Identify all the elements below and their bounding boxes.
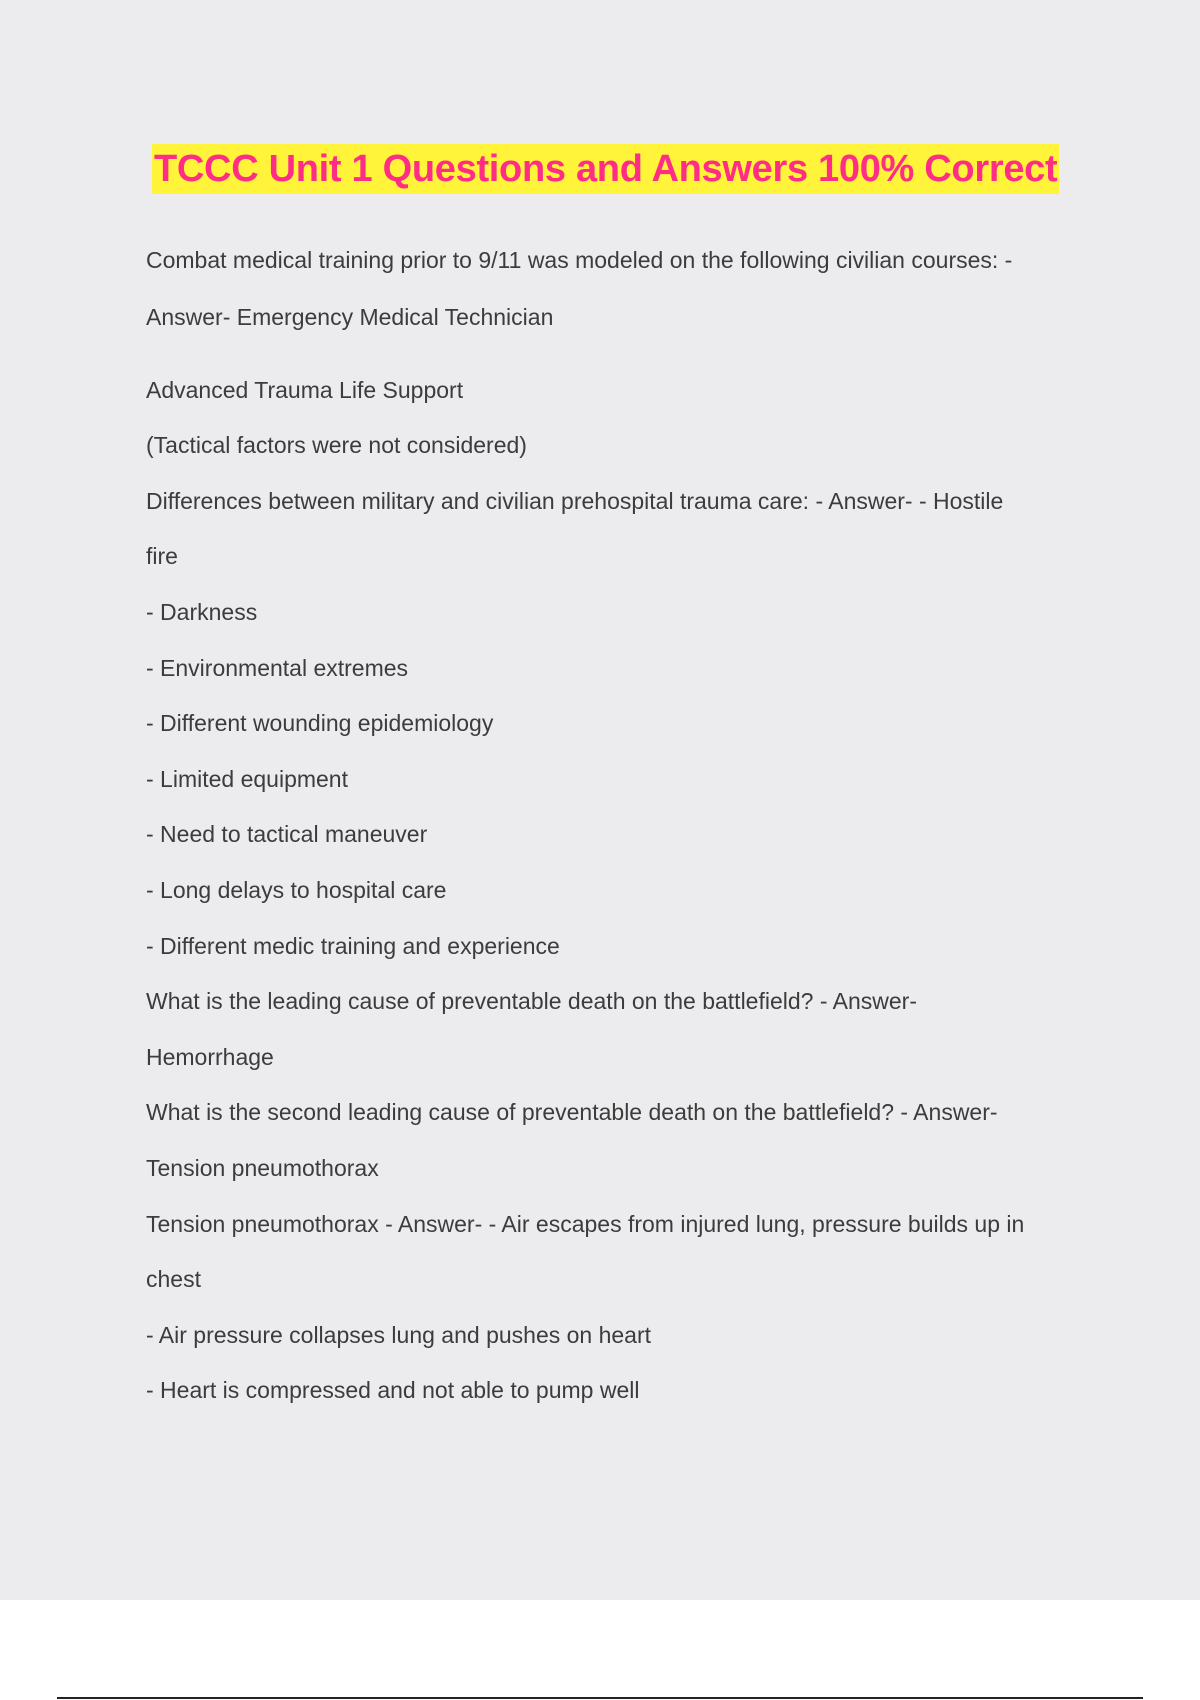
text-line: - Darkness	[146, 599, 258, 625]
text-line: - Air pressure collapses lung and pushes on heart	[146, 1322, 652, 1348]
text-line: - Different medic training and experience	[146, 933, 560, 959]
text-line: - Environmental extremes	[146, 655, 409, 681]
text-line: chest	[146, 1266, 201, 1292]
text-line: - Long delays to hospital care	[146, 877, 447, 903]
text-line: fire	[146, 543, 178, 569]
text-line: Hemorrhage	[146, 1044, 274, 1070]
text-line: - Heart is compressed and not able to pump well	[146, 1377, 640, 1403]
text-line: Tension pneumothorax	[146, 1155, 379, 1181]
text-line: What is the leading cause of preventable death on the battlefield? - Answer-	[146, 988, 917, 1014]
document-title: TCCC Unit 1 Questions and Answers 100% Correct	[154, 147, 1058, 190]
text-line: - Different wounding epidemiology	[146, 710, 494, 736]
text-line: Answer- Emergency Medical Technician	[146, 304, 554, 330]
title-highlight	[152, 144, 1059, 194]
text-line: - Limited equipment	[146, 766, 348, 792]
text-line: (Tactical factors were not considered)	[146, 432, 527, 458]
text-line: Combat medical training prior to 9/11 was modeled on the following civilian courses: -	[146, 247, 1013, 273]
text-line: Differences between military and civilian prehospital trauma care: - Answer- - Hostile	[146, 488, 1004, 514]
bottom-divider	[57, 1697, 1143, 1699]
text-line: Advanced Trauma Life Support	[146, 377, 464, 403]
text-line: What is the second leading cause of preventable death on the battlefield? - Answer-	[146, 1099, 998, 1125]
text-line: - Need to tactical maneuver	[146, 821, 428, 847]
text-line: Tension pneumothorax - Answer- - Air escapes from injured lung, pressure builds up in	[146, 1211, 1025, 1237]
